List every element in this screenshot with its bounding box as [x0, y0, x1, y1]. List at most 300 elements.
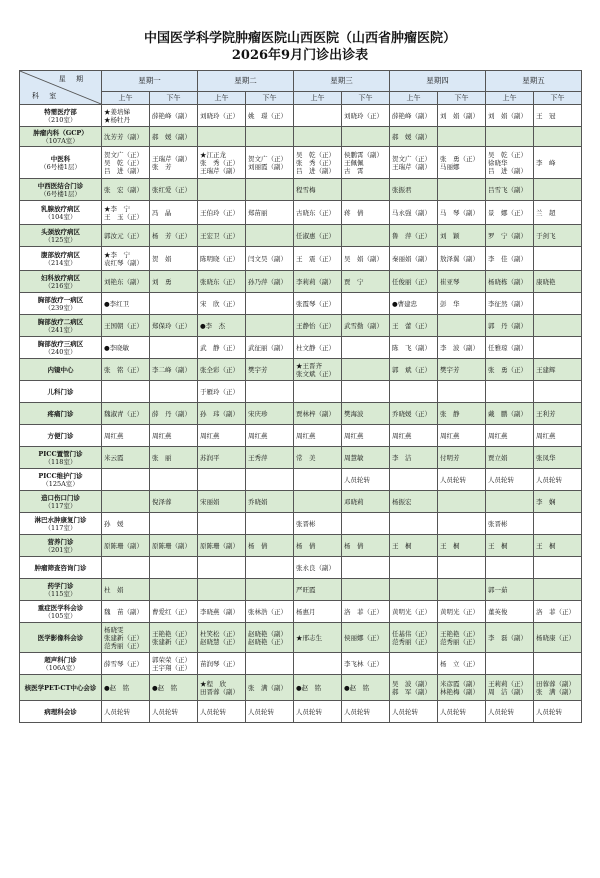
doctor-name: 张 勇（正）	[488, 365, 527, 374]
doctor-name: 黄明光（正）	[440, 607, 479, 616]
doctor-name: 杨晓雯	[104, 625, 124, 634]
department-name: 乳腺放疗病区	[41, 204, 80, 213]
doctor-name: 王 桐	[536, 541, 556, 550]
schedule-cell	[534, 469, 582, 491]
schedule-cell	[342, 601, 390, 623]
schedule-cell	[390, 337, 438, 359]
doctor-name: 侯鹏霄（副）	[344, 150, 383, 159]
schedule-cell	[390, 447, 438, 469]
schedule-cell	[342, 447, 390, 469]
doctor-name: 范秀丽（正）	[104, 641, 143, 650]
schedule-cell	[246, 653, 294, 675]
doctor-name: 王宏卫（正）	[200, 231, 239, 240]
schedule-cell	[390, 653, 438, 675]
doctor-name: 张霞琴（正）	[296, 299, 335, 308]
doctor-name: 古晓东（正）	[296, 208, 335, 217]
doctor-name: 张 满（副）	[536, 687, 575, 696]
schedule-cell	[342, 535, 390, 557]
department-cell	[20, 469, 102, 491]
schedule-cell	[534, 127, 582, 147]
doctor-name: 贾立娟	[488, 453, 508, 462]
schedule-cell	[438, 293, 486, 315]
doctor-name: 王 桐	[488, 541, 508, 550]
doctor-name: 贾林梓（副）	[296, 409, 335, 418]
doctor-name: 人员轮转	[296, 707, 322, 716]
doctor-name: 李 洁	[392, 453, 412, 462]
doctor-name: 孙乃萍（副）	[248, 277, 287, 286]
doctor-name: ★李 宁	[104, 250, 130, 259]
schedule-cell	[102, 579, 150, 601]
doctor-name: 张 丽	[152, 453, 172, 462]
department-room: （106A室）	[42, 663, 79, 672]
schedule-cell	[534, 179, 582, 201]
doctor-name: 人员轮转	[536, 707, 562, 716]
doctor-name: 刘丽霞（副）	[248, 162, 287, 171]
department-room: （104室）	[44, 212, 77, 221]
schedule-cell	[150, 513, 198, 535]
schedule-cell	[486, 675, 534, 701]
schedule-cell	[150, 271, 198, 293]
schedule-cell	[198, 447, 246, 469]
department-room: （239室）	[44, 303, 77, 312]
doctor-name: 孙 玮（副）	[200, 409, 239, 418]
schedule-cell	[438, 359, 486, 381]
schedule-cell	[486, 105, 534, 127]
doctor-name: 王艳艳（正）	[440, 629, 479, 638]
department-name: 肿瘤内科（GCP）	[33, 128, 88, 137]
doctor-name: 王瑞芹（副）	[392, 162, 431, 171]
doctor-name: 刘 娟（副）	[488, 111, 527, 120]
schedule-cell	[102, 653, 150, 675]
schedule-cell	[390, 271, 438, 293]
table-row	[20, 179, 582, 201]
department-cell	[20, 701, 102, 723]
doctor-name: 陈明晓（正）	[200, 254, 239, 263]
schedule-cell	[246, 225, 294, 247]
department-room: （241室）	[44, 325, 77, 334]
schedule-cell	[438, 337, 486, 359]
doctor-name: 王 桐	[392, 541, 412, 550]
schedule-cell	[150, 337, 198, 359]
schedule-cell	[150, 447, 198, 469]
schedule-cell	[102, 601, 150, 623]
schedule-cell	[390, 127, 438, 147]
table-row	[20, 315, 582, 337]
doctor-name: 周红燕	[440, 431, 460, 440]
schedule-cell	[294, 469, 342, 491]
doctor-name: 王建辉	[536, 365, 556, 374]
doctor-name: 吴 乾（正）	[488, 150, 527, 159]
schedule-cell	[150, 179, 198, 201]
doctor-name: 王静怡（正）	[296, 321, 335, 330]
schedule-cell	[534, 535, 582, 557]
schedule-cell	[150, 105, 198, 127]
doctor-name: 张晓东（正）	[200, 277, 239, 286]
table-row	[20, 247, 582, 271]
schedule-cell	[294, 127, 342, 147]
doctor-name: 周红燕	[152, 431, 172, 440]
table-row	[20, 623, 582, 653]
schedule-cell	[390, 359, 438, 381]
doctor-name: 郭 丹（副）	[488, 321, 527, 330]
schedule-cell	[342, 315, 390, 337]
schedule-cell	[150, 381, 198, 403]
doctor-name: 张红爱（正）	[152, 185, 191, 194]
schedule-cell	[342, 403, 390, 425]
doctor-name: 吕 进（副）	[296, 166, 335, 175]
doctor-name: 人员轮转	[200, 707, 226, 716]
doctor-name: 薛艳峰（副）	[152, 111, 191, 120]
table-row	[20, 293, 582, 315]
department-name: 胸部放疗三病区	[37, 339, 84, 348]
table-row	[20, 105, 582, 127]
schedule-cell	[486, 447, 534, 469]
schedule-cell	[294, 179, 342, 201]
table-row	[20, 403, 582, 425]
schedule-cell	[246, 381, 294, 403]
schedule-cell	[102, 147, 150, 179]
schedule-cell	[390, 225, 438, 247]
schedule-cell	[342, 201, 390, 225]
schedule-cell	[534, 447, 582, 469]
doctor-name: 陈 飞（副）	[392, 343, 431, 352]
schedule-cell	[150, 469, 198, 491]
schedule-cell	[246, 127, 294, 147]
schedule-cell	[438, 247, 486, 271]
doctor-name: 张 秀（正）	[296, 158, 335, 167]
doctor-name: 吴 波（副）	[392, 679, 431, 688]
corner-weekday-label: 星 期	[58, 75, 87, 83]
doctor-name: 人员轮转	[248, 707, 274, 716]
doctor-name: 郭汝元（正）	[104, 231, 143, 240]
schedule-cell	[102, 201, 150, 225]
schedule-cell	[390, 557, 438, 579]
doctor-name: 杨振宏	[392, 497, 412, 506]
schedule-cell	[486, 623, 534, 653]
table-row	[20, 491, 582, 513]
doctor-name: 周红燕	[488, 431, 508, 440]
department-name: 儿科门诊	[47, 387, 74, 396]
table-row	[20, 271, 582, 293]
table-row	[20, 557, 582, 579]
department-name: 头颈放疗病区	[41, 227, 80, 236]
schedule-cell	[102, 271, 150, 293]
schedule-cell	[390, 579, 438, 601]
doctor-name: 周红燕	[344, 431, 364, 440]
doctor-name: 程雪梅	[296, 185, 316, 194]
doctor-name: 杨晓康（正）	[536, 633, 575, 642]
department-name: 营养门诊	[47, 537, 74, 546]
doctor-name: ★江正龙	[200, 150, 226, 159]
schedule-cell	[534, 557, 582, 579]
schedule-cell	[342, 425, 390, 447]
doctor-name: 鲁 萍（正）	[392, 231, 431, 240]
schedule-cell	[102, 225, 150, 247]
doctor-name: 袁红琴（副）	[104, 258, 143, 267]
table-row	[20, 359, 582, 381]
schedule-cell	[246, 557, 294, 579]
doctor-name: 刘 颖	[440, 231, 460, 240]
doctor-name: 刘晓玲（正）	[344, 111, 383, 120]
schedule-cell	[198, 469, 246, 491]
schedule-cell	[390, 381, 438, 403]
schedule-cell	[102, 105, 150, 127]
schedule-cell	[246, 315, 294, 337]
schedule-cell	[102, 381, 150, 403]
doctor-name: 贺文广（正）	[248, 154, 287, 163]
doctor-name: 周红燕	[296, 431, 316, 440]
doctor-name: 闫文昊（副）	[248, 254, 287, 263]
schedule-cell	[486, 491, 534, 513]
doctor-name: 张晋彬	[488, 519, 508, 528]
schedule-cell	[102, 425, 150, 447]
department-room: （105室）	[44, 611, 77, 620]
department-room: （117室）	[44, 523, 77, 532]
schedule-cell	[486, 535, 534, 557]
doctor-name: 任雅琼（副）	[488, 343, 527, 352]
schedule-cell	[246, 491, 294, 513]
pm-header: 下午	[342, 92, 390, 105]
schedule-cell	[438, 601, 486, 623]
corner-dept-label: 科 室	[32, 92, 61, 100]
department-room: （118室）	[44, 457, 77, 466]
doctor-name: 康晓艳	[536, 277, 556, 286]
doctor-name: 宋庆珍	[248, 409, 268, 418]
doctor-name: 郝 媛（副）	[152, 132, 191, 141]
doctor-name: ●赵 铭	[152, 683, 178, 692]
table-row	[20, 425, 582, 447]
schedule-cell	[342, 557, 390, 579]
department-cell	[20, 271, 102, 293]
doctor-name: 原陈珊（副）	[104, 541, 143, 550]
schedule-cell	[150, 701, 198, 723]
department-room: （6号楼1层）	[40, 162, 81, 171]
doctor-name: 张 芳	[152, 162, 172, 171]
department-cell	[20, 225, 102, 247]
doctor-name: 王莉莉（正）	[488, 679, 527, 688]
doctor-name: 曹爱红（正）	[152, 607, 191, 616]
doctor-name: 邓晓莉	[344, 497, 364, 506]
department-cell	[20, 491, 102, 513]
doctor-name: 李 娴	[536, 497, 556, 506]
schedule-cell	[102, 469, 150, 491]
department-name: 中医科	[50, 154, 71, 163]
schedule-cell	[486, 403, 534, 425]
schedule-cell	[150, 247, 198, 271]
schedule-cell	[390, 293, 438, 315]
doctor-name: ★姜培娣	[104, 107, 130, 116]
department-name: 肿瘤筛查咨询门诊	[34, 563, 87, 572]
department-cell	[20, 675, 102, 701]
schedule-cell	[102, 403, 150, 425]
schedule-cell	[390, 247, 438, 271]
schedule-cell	[294, 653, 342, 675]
schedule-cell	[342, 491, 390, 513]
doctor-name: ●赵 铭	[104, 683, 130, 692]
doctor-name: 人员轮转	[344, 707, 370, 716]
doctor-name: 王 震（正）	[296, 254, 335, 263]
table-row	[20, 675, 582, 701]
doctor-name: 杨 倩	[248, 541, 268, 550]
schedule-cell	[246, 271, 294, 293]
schedule-cell	[102, 623, 150, 653]
schedule-cell	[438, 381, 486, 403]
schedule-cell	[438, 447, 486, 469]
schedule-cell	[102, 179, 150, 201]
schedule-cell	[198, 579, 246, 601]
doctor-name: 宋丽娟	[200, 497, 220, 506]
doctor-name: 李飞林（正）	[344, 659, 383, 668]
doctor-name: 冯 晶	[152, 208, 172, 217]
schedule-cell	[342, 127, 390, 147]
doctor-name: 周红燕	[392, 431, 412, 440]
department-room: （240室）	[44, 347, 77, 356]
doctor-name: 周 洁（副）	[488, 687, 527, 696]
doctor-name: 黄明光（正）	[392, 607, 431, 616]
doctor-name: 王 玉（正）	[104, 212, 143, 221]
schedule-cell	[246, 337, 294, 359]
schedule-cell	[342, 247, 390, 271]
schedule-cell	[438, 147, 486, 179]
department-room: （107A室）	[42, 136, 79, 145]
doctor-name: 王瑞芹（副）	[152, 154, 191, 163]
department-cell	[20, 447, 102, 469]
am-header: 上午	[102, 92, 150, 105]
table-row	[20, 225, 582, 247]
schedule-cell	[486, 271, 534, 293]
schedule-cell	[198, 293, 246, 315]
doctor-name: 王瑞芹（副）	[200, 166, 239, 175]
department-room: （117室）	[44, 501, 77, 510]
schedule-cell	[150, 359, 198, 381]
department-cell	[20, 105, 102, 127]
doctor-name: 郭荣荣（正）	[152, 655, 191, 664]
doctor-name: 乔晓娟	[248, 497, 268, 506]
department-room: （216室）	[44, 281, 77, 290]
doctor-name: 范秀丽（正）	[392, 637, 431, 646]
schedule-cell	[486, 701, 534, 723]
schedule-cell	[438, 579, 486, 601]
doctor-name: 苏润平	[200, 453, 220, 462]
schedule-cell	[486, 601, 534, 623]
doctor-name: 李征然（副）	[488, 299, 527, 308]
am-header: 上午	[486, 92, 534, 105]
doctor-name: ●李红卫	[104, 299, 130, 308]
doctor-name: 古 霄	[344, 166, 364, 175]
schedule-cell	[198, 147, 246, 179]
schedule-cell	[198, 653, 246, 675]
schedule-cell	[150, 201, 198, 225]
schedule-cell	[294, 579, 342, 601]
schedule-cell	[342, 337, 390, 359]
schedule-cell	[390, 491, 438, 513]
schedule-cell	[390, 601, 438, 623]
doctor-name: 魏淑青（正）	[104, 409, 143, 418]
department-cell	[20, 381, 102, 403]
schedule-cell	[198, 127, 246, 147]
doctor-name: 张 静	[440, 409, 460, 418]
schedule-cell	[294, 271, 342, 293]
doctor-name: 林艳梅（副）	[440, 687, 479, 696]
schedule-cell	[342, 105, 390, 127]
department-cell	[20, 653, 102, 675]
schedule-cell	[150, 315, 198, 337]
doctor-name: 彭 华	[440, 299, 460, 308]
schedule-cell	[438, 127, 486, 147]
schedule-cell	[534, 271, 582, 293]
doctor-name: 郝 军（副）	[392, 687, 431, 696]
department-name: 核医学PET-CT中心会诊	[24, 683, 97, 692]
doctor-name: 周红燕	[248, 431, 268, 440]
table-row	[20, 469, 582, 491]
schedule-cell	[150, 127, 198, 147]
schedule-cell	[342, 147, 390, 179]
pm-header: 下午	[534, 92, 582, 105]
schedule-cell	[102, 293, 150, 315]
doctor-name: 秦丽娟（副）	[392, 254, 431, 263]
schedule-cell	[150, 425, 198, 447]
schedule-cell	[438, 469, 486, 491]
doctor-name: 杨 倩	[344, 541, 364, 550]
department-cell	[20, 179, 102, 201]
schedule-cell	[534, 601, 582, 623]
department-cell	[20, 601, 102, 623]
schedule-cell	[438, 201, 486, 225]
department-cell	[20, 147, 102, 179]
table-row	[20, 653, 582, 675]
doctor-name: 马 琴（副）	[440, 208, 479, 217]
department-name: 特需医疗部	[44, 107, 77, 116]
schedule-cell	[294, 105, 342, 127]
doctor-name: 洛 菲（正）	[344, 607, 383, 616]
schedule-cell	[534, 701, 582, 723]
doctor-name: ★邢志生	[296, 633, 322, 642]
table-row	[20, 601, 582, 623]
doctor-name: 李晓燕（副）	[200, 607, 239, 616]
department-cell	[20, 535, 102, 557]
schedule-cell	[246, 425, 294, 447]
department-name: PICC维护门诊	[38, 471, 83, 480]
schedule-cell	[294, 147, 342, 179]
doctor-name: 刘晓玲（正）	[200, 111, 239, 120]
schedule-cell	[486, 653, 534, 675]
schedule-cell	[150, 557, 198, 579]
doctor-name: 赵晓艳（副）	[248, 629, 287, 638]
schedule-cell	[534, 225, 582, 247]
schedule-cell	[102, 447, 150, 469]
schedule-cell	[102, 315, 150, 337]
doctor-name: 吴 娟（副）	[344, 254, 383, 263]
schedule-cell	[438, 491, 486, 513]
schedule-cell	[150, 579, 198, 601]
doctor-name: 张晋彬	[296, 519, 316, 528]
schedule-cell	[294, 601, 342, 623]
schedule-cell	[246, 579, 294, 601]
doctor-name: 樊宇芳	[248, 365, 268, 374]
doctor-name: 赵晓艳（正）	[248, 637, 287, 646]
doctor-name: 贺 娟	[152, 254, 172, 263]
department-name: 胸部放疗一病区	[37, 295, 84, 304]
schedule-cell	[438, 513, 486, 535]
department-name: 病理科会诊	[44, 707, 77, 716]
doctor-name: ●曹建忠	[392, 299, 418, 308]
schedule-cell	[390, 147, 438, 179]
table-row	[20, 201, 582, 225]
doctor-name: 武征丽（副）	[248, 343, 287, 352]
doctor-name: 薛 丹（副）	[152, 409, 191, 418]
schedule-cell	[486, 247, 534, 271]
doctor-name: 人员轮转	[440, 707, 466, 716]
